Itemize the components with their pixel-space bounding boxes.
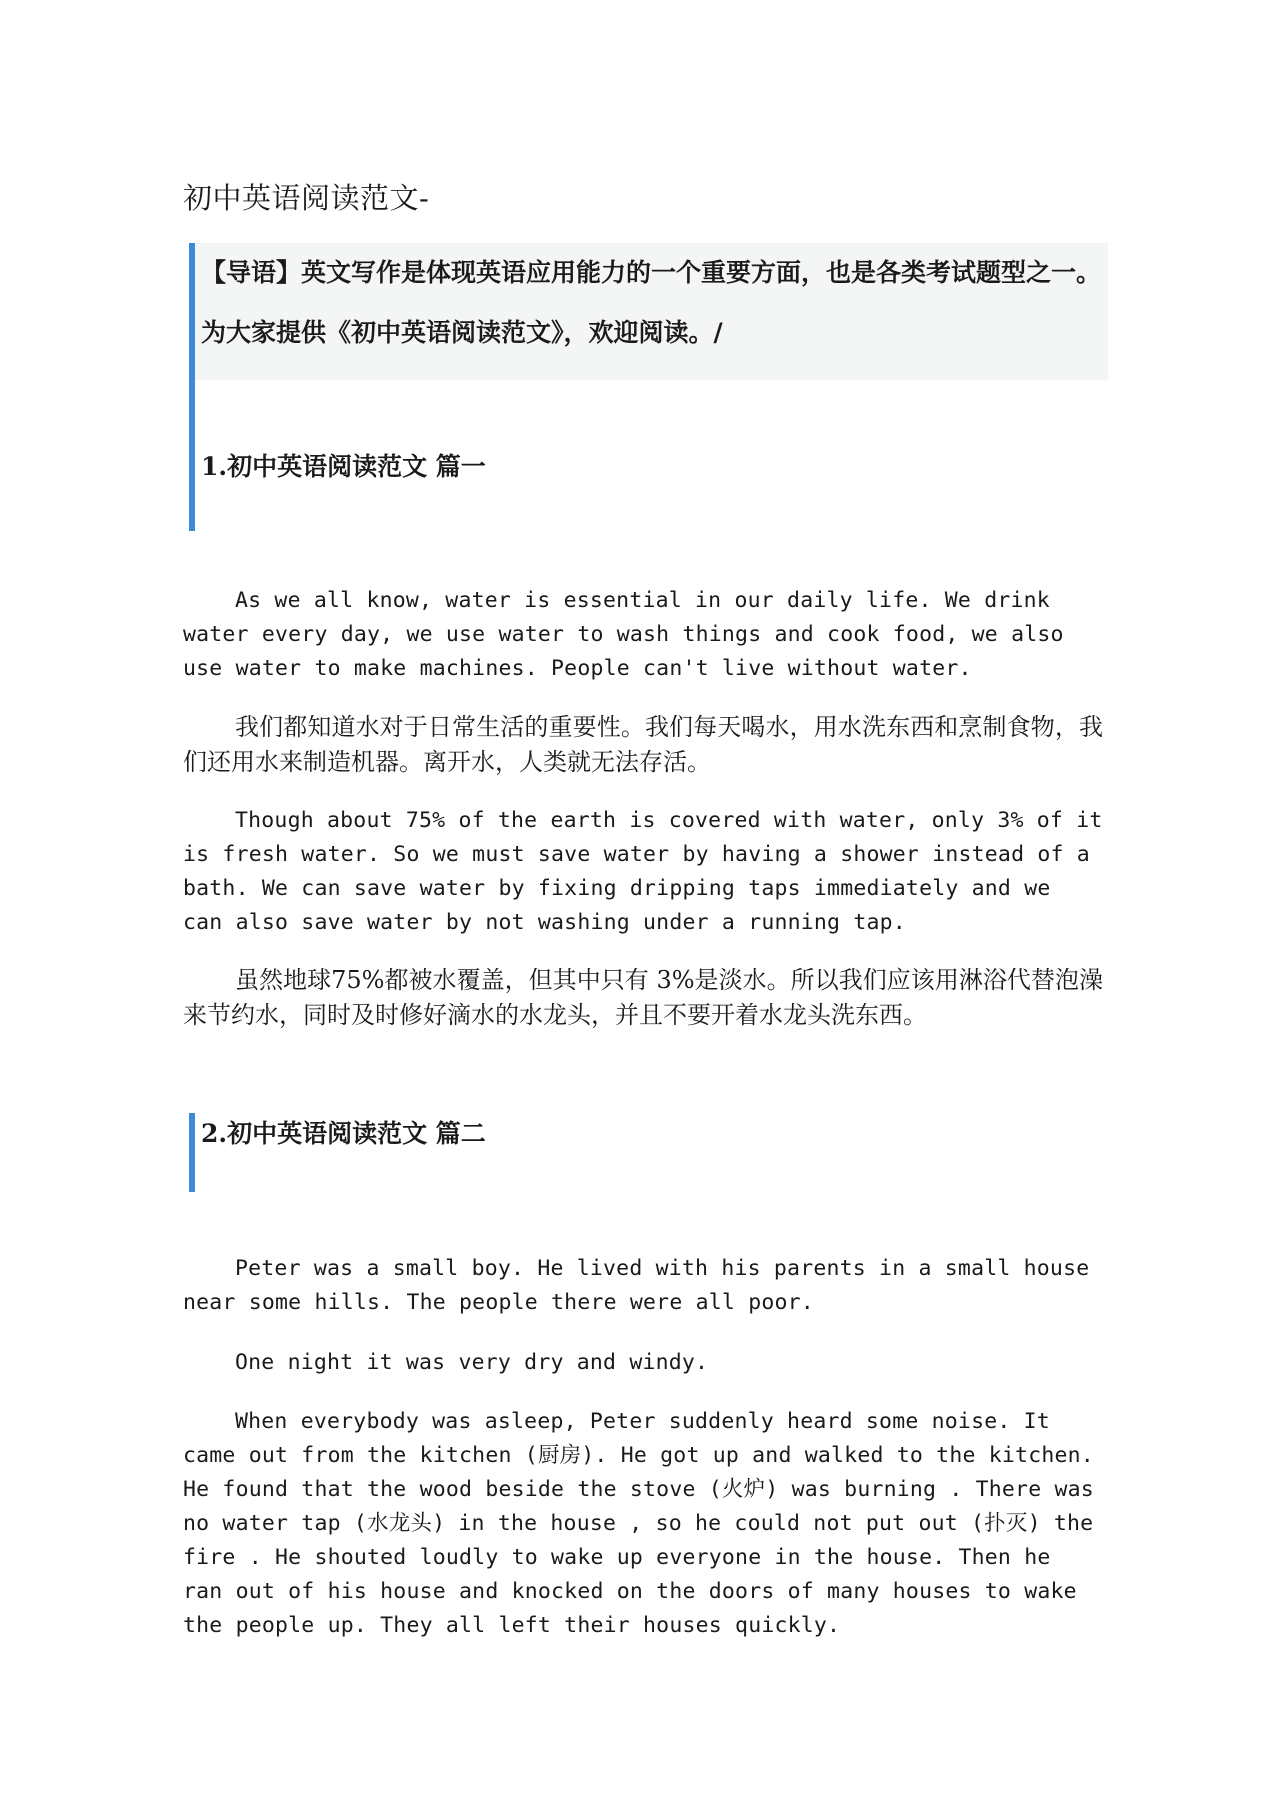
section-heading-2: 2.初中英语阅读范文 篇二 <box>201 1119 486 1148</box>
section-2-paragraph-2: One night it was very dry and windy. <box>235 1350 709 1375</box>
document-title: 初中英语阅读范文- <box>183 181 430 215</box>
section-heading-1: 1.初中英语阅读范文 篇一 <box>201 452 486 481</box>
section-2-paragraph-3: When everybody was asleep, Peter suddenly heard some noise. It came out from the kitchen (厨房). He got up and walked to the kitchen. He found that the wood beside the stove (火炉) was burning . There was no water tap (水龙头) in the house , so he could not put out (扑灭) the fire . He shouted loudly to wake up everyone in the house. Then he ran out of his house and knocked on the doors of many houses to wake the people up. They all left their houses quickly. <box>183 1409 1094 1638</box>
section-1-paragraph-4: 虽然地球75%都被水覆盖，但其中只有 3%是淡水。所以我们应该用淋浴代替泡澡来节约水，同时及时修好滴水的水龙头，并且不要开着水龙头洗东西。 <box>183 966 1103 1029</box>
section-1-paragraph-2: 我们都知道水对于日常生活的重要性。我们每天喝水，用水洗东西和烹制食物，我们还用水来制造机器。离开水，人类就无法存活。 <box>183 713 1103 776</box>
section-2-accent-bar <box>189 1113 195 1192</box>
section-2-paragraph-1: Peter was a small boy. He lived with his parents in a small house near some hills. The people there were all poor. <box>183 1256 1090 1315</box>
intro-text: 【导语】英文写作是体现英语应用能力的一个重要方面，也是各类考试题型之一。为大家提供《初中英语阅读范文》，欢迎阅读。/ <box>201 258 1102 347</box>
section-1-paragraph-1: As we all know, water is essential in our daily life. We drink water every day, we use water to wash things and cook food, we also use water to make machines. People can't live without water. <box>183 588 1064 681</box>
section-1-paragraph-3: Though about 75% of the earth is covered with water, only 3% of it is fresh water. So we must save water by having a shower instead of a bath. We can save water by fixing dripping taps immediately and we can also save water by not washing under a running tap. <box>183 808 1103 935</box>
